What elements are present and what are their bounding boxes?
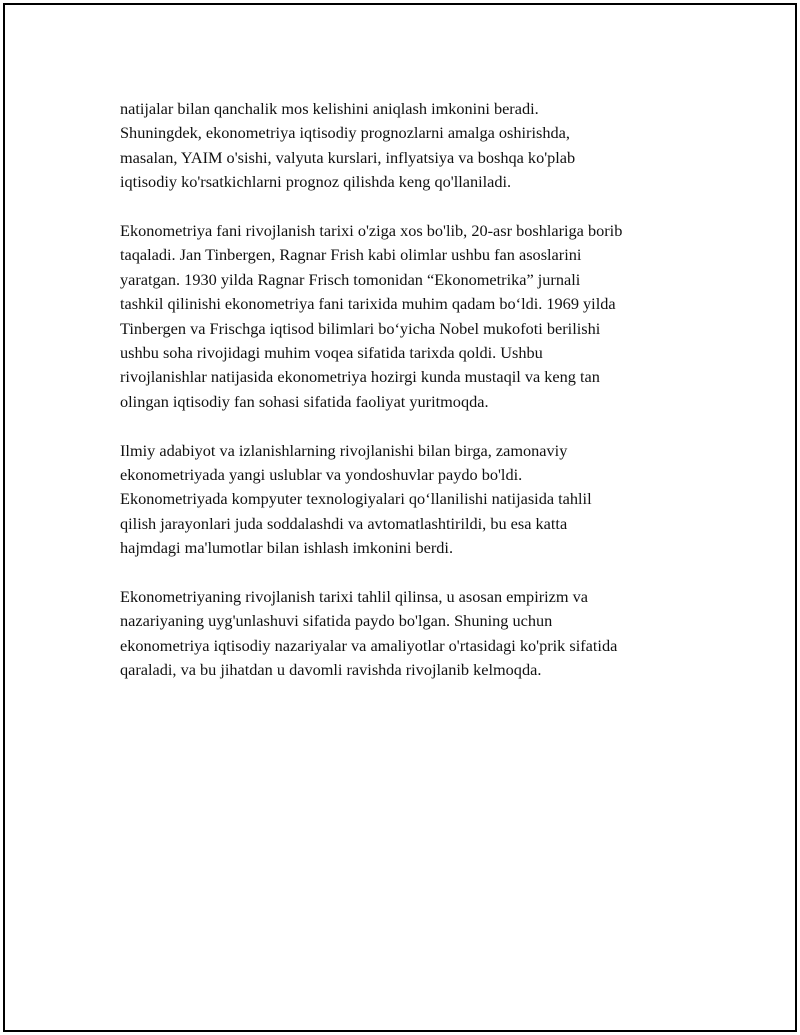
paragraph-4: Ekonometriyaning rivojlanish tarixi tahlil qilinsa, u asosan empirizm va nazariyaning uyg'unlashuvi sifatida paydo bo'lgan. Shuning uchun ekonometriya iqtisodiy nazariyalar va amaliyotlar o'rtasidagi ko'prik sifatida qaraladi, va bu jihatdan u davomli ravishda rivojlanib kelmoqda. [120, 587, 618, 680]
document-body [120, 97, 700, 707]
paragraph-3: Ilmiy adabiyot va izlanishlarning rivojlanishi bilan birga, zamonaviy ekonometriyada yangi uslublar va yondoshuvlar paydo bo'ldi. Ekonometriyada kompyuter texnologiyalari qo‘llanilishi natijasida tahlil qilish jarayonlari juda soddalashdi va avtomatlashtirildi, bu esa katta hajmdagi ma'lumotlar bilan ishlash imkonini berdi. [120, 440, 592, 558]
document-page [3, 3, 797, 1032]
paragraph-1: natijalar bilan qanchalik mos kelishini aniqlash imkonini beradi. Shuningdek, ekonometriya iqtisodiy prognozlarni amalga oshirishda, masalan, YAIM o'sishi, valyuta kurslari, inflyatsiya va boshqa ko'plab iqtisodiy ko'rsatkichlarni prognoz qilishda keng qo'llaniladi. [120, 99, 576, 192]
paragraph-2: Ekonometriya fani rivojlanish tarixi o'ziga xos bo'lib, 20-asr boshlariga borib taqaladi. Jan Tinbergen, Ragnar Frish kabi olimlar ushbu fan asoslarini yaratgan. 1930 yilda Ragnar Frisch tomonidan “Ekonometrika” jurnali tashkil qilinishi ekonometriya fani tarixida muhim qadam bo‘ldi. 1969 yilda Tinbergen va Frischga iqtisod bilimlari bo‘yicha Nobel mukofoti berilishi ushbu soha rivojidagi muhim voqea sifatida tarixda qoldi. Ushbu rivojlanishlar natijasida ekonometriya hozirgi kunda mustaqil va keng tan olingan iqtisodiy fan sohasi sifatida faoliyat yuritmoqda. [120, 221, 623, 411]
